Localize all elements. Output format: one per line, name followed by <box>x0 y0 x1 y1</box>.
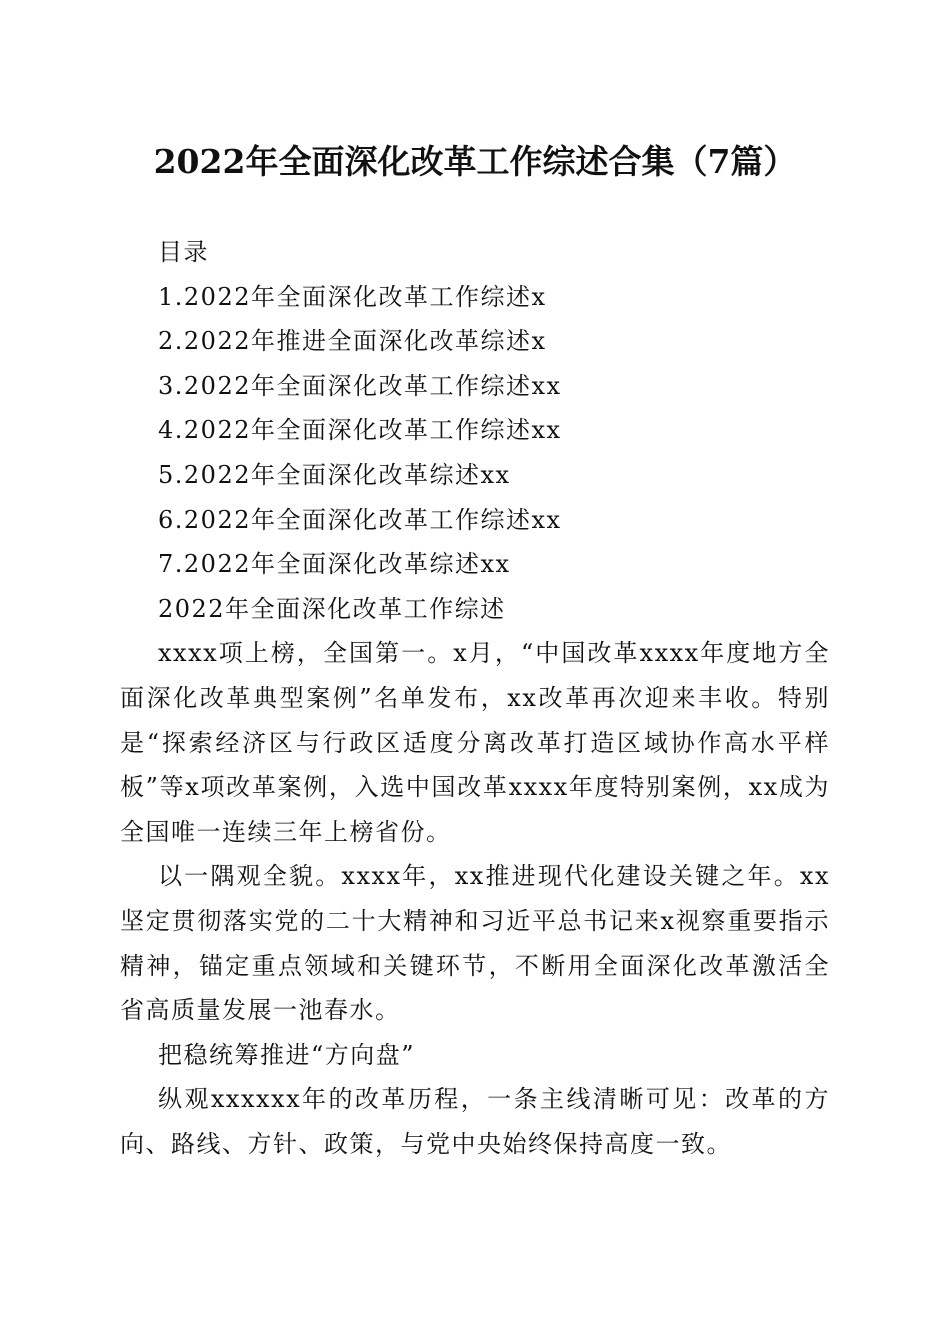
toc-heading: 目录 <box>158 238 209 266</box>
document-body <box>120 230 830 1166</box>
body-paragraph: 纵观xxxxxx年的改革历程，一条主线清晰可见：改革的方向、路线、方针、政策，与党中央始终保持高度一致。 <box>120 1085 830 1158</box>
section-title: 2022年全面深化改革工作综述 <box>158 594 506 623</box>
body-paragraph: xxxx项上榜，全国第一。x月，“中国改革xxxx年度地方全面深化改革典型案例”名单发布，xx改革再次迎来丰收。特别是“探索经济区与行政区适度分离改革打造区域协作高水平样板”等x项改革案例，入选中国改革xxxx年度特别案例，xx成为全国唯一连续三年上榜省份。 <box>120 639 830 846</box>
toc-item: 6.2022年全面深化改革工作综述xx <box>158 505 562 534</box>
toc-item: 1.2022年全面深化改革工作综述x <box>158 282 547 311</box>
toc-item: 5.2022年全面深化改革综述xx <box>158 460 511 489</box>
toc-item: 7.2022年全面深化改革综述xx <box>158 550 511 579</box>
toc-item: 2.2022年推进全面深化改革综述x <box>158 327 547 356</box>
toc-item: 3.2022年全面深化改革工作综述xx <box>158 371 562 400</box>
toc-item: 4.2022年全面深化改革工作综述xx <box>158 416 562 445</box>
subheading: 把稳统筹推进“方向盘” <box>158 1040 416 1069</box>
body-paragraph: 以一隅观全貌。xxxx年，xx推进现代化建设关键之年。xx坚定贯彻落实党的二十大精神和习近平总书记来x视察重要指示精神，锚定重点领域和关键环节，不断用全面深化改革激活全省高质量发展一池春水。 <box>120 862 830 1025</box>
document-title: 2022年全面深化改革工作综述合集（7篇） <box>153 142 797 181</box>
